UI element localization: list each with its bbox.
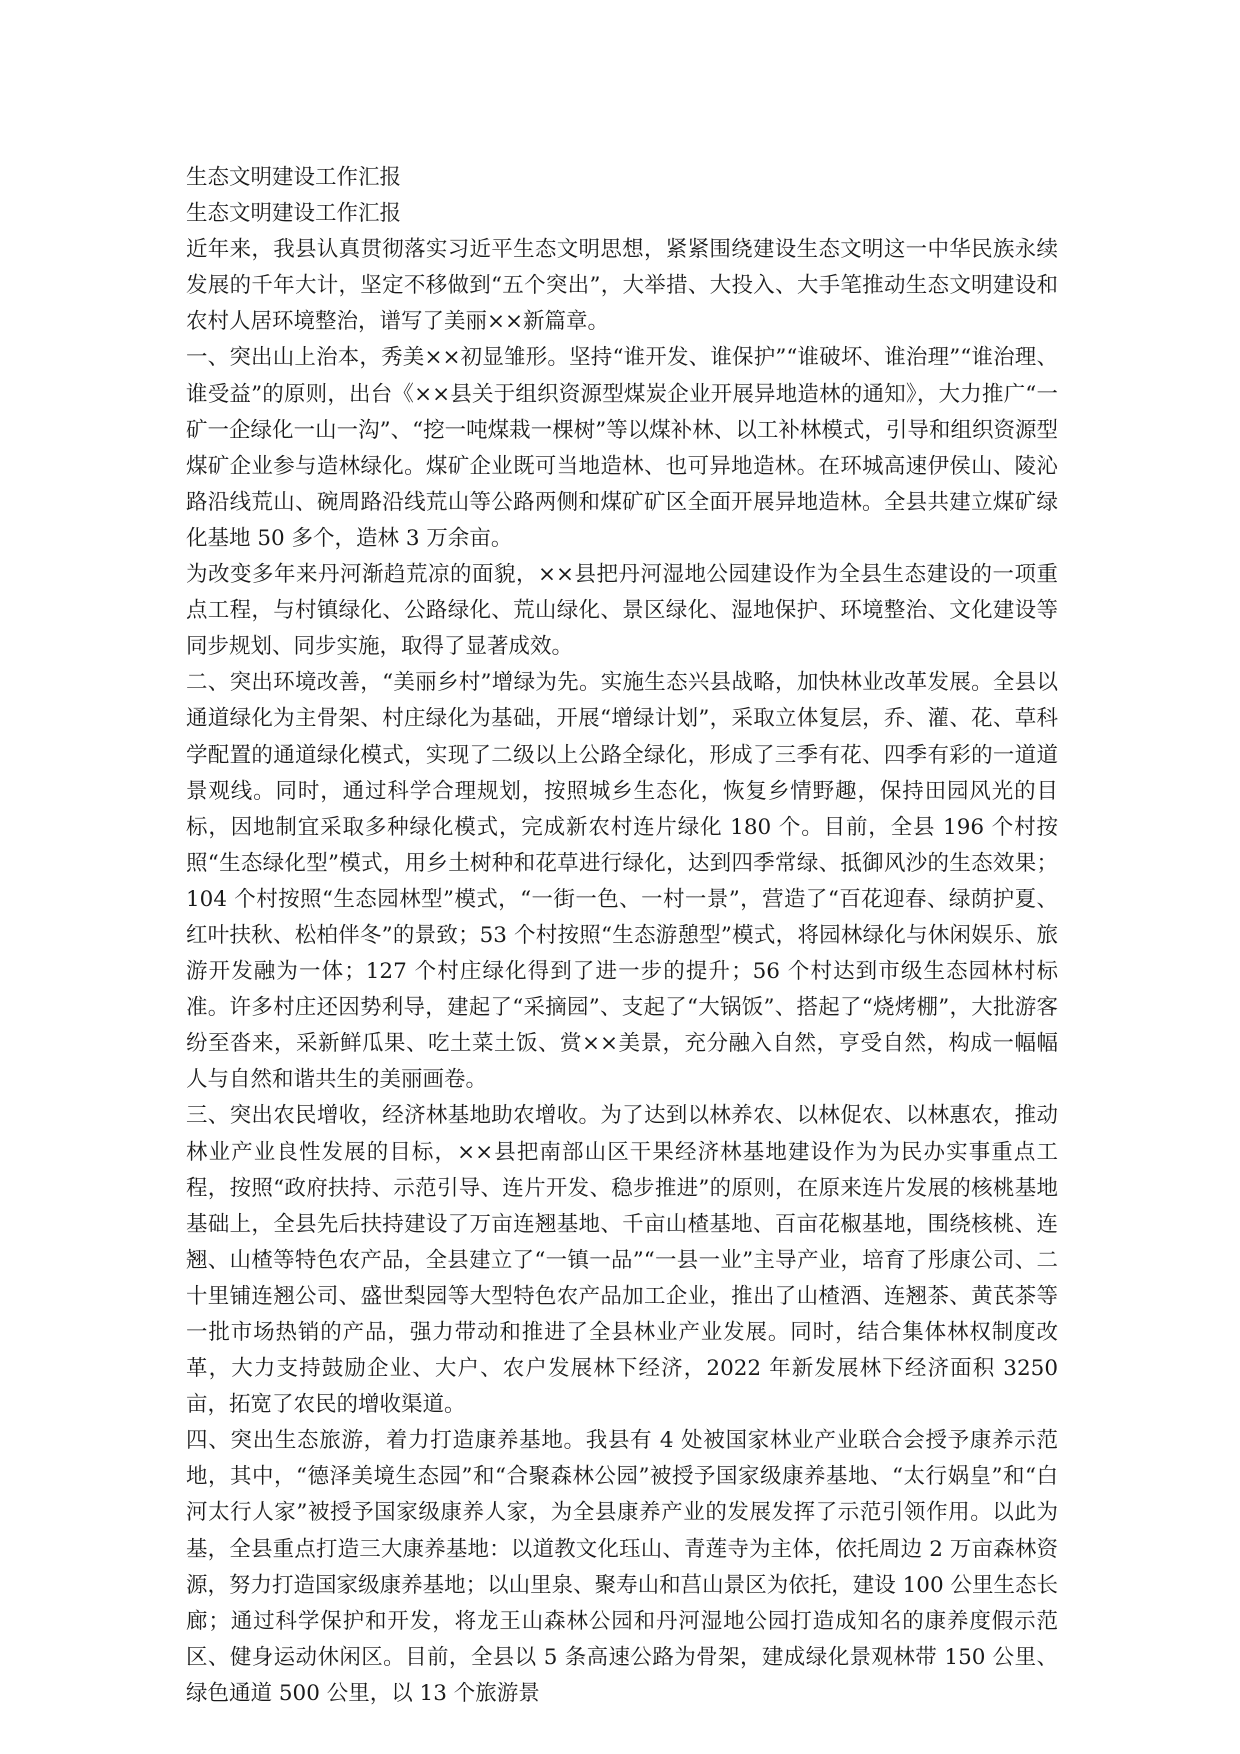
document-title: 生态文明建设工作汇报: [186, 165, 402, 190]
document-body: [186, 160, 1058, 1712]
paragraph-danhe: 为改变多年来丹河渐趋荒凉的面貌，××县把丹河湿地公园建设作为全县生态建设的一项重点工程，与村镇绿化、公路绿化、荒山绿化、景区绿化、湿地保护、环境整治、文化建设等同步规划、同步实施，取得了显著成效。: [186, 562, 1058, 660]
paragraph-intro: 近年来，我县认真贯彻落实习近平生态文明思想，紧紧围绕建设生态文明这一中华民族永续发展的千年大计，坚定不移做到“五个突出”，大举措、大投入、大手笔推动生态文明建设和农村人居环境整治，谱写了美丽××新篇章。: [186, 237, 1058, 335]
paragraph-section-3: 三、突出农民增收，经济林基地助农增收。为了达到以林养农、以林促农、以林惠农，推动林业产业良性发展的目标，××县把南部山区干果经济林基地建设作为为民办实事重点工程，按照“政府扶持、示范引导、连片开发、稳步推进”的原则，在原来连片发展的核桃基地基础上，全县先后扶持建设了万亩连翘基地、千亩山楂基地、百亩花椒基地，围绕核桃、连翘、山楂等特色农产品，全县建立了“一镇一品”“一县一业”主导产业，培育了彤康公司、二十里铺连翘公司、盛世梨园等大型特色农产品加工企业，推出了山楂酒、连翘茶、黄芪茶等一批市场热销的产品，强力带动和推进了全县林业产业发展。同时，结合集体林权制度改革，大力支持鼓励企业、大户、农户发展林下经济，2022 年新发展林下经济面积 3250 亩，拓宽了农民的增收渠道。: [186, 1103, 1058, 1418]
document-subtitle: 生态文明建设工作汇报: [186, 201, 402, 227]
paragraph-section-1: 一、突出山上治本，秀美××初显雏形。坚持“谁开发、谁保护”“谁破坏、谁治理”“谁治理、谁受益”的原则，出台《××县关于组织资源型煤炭企业开展异地造林的通知》，大力推广“一矿一企绿化一山一沟”、“挖一吨煤栽一棵树”等以煤补林、以工补林模式，引导和组织资源型煤矿企业参与造林绿化。煤矿企业既可当地造林、也可异地造林。在环城高速伊侯山、陵沁路沿线荒山、碗周路沿线荒山等公路两侧和煤矿矿区全面开展异地造林。全县共建立煤矿绿化基地 50 多个，造林 3 万余亩。: [186, 345, 1058, 551]
paragraph-section-4: 四、突出生态旅游，着力打造康养基地。我县有 4 处被国家林业产业联合会授予康养示范地，其中，“德泽美境生态园”和“合聚森林公园”被授予国家级康养基地、“太行娲皇”和“白河太行人家”被授予国家级康养人家，为全县康养产业的发展发挥了示范引领作用。以此为基，全县重点打造三大康养基地：以道教文化珏山、青莲寺为主体，依托周边 2 万亩森林资源，努力打造国家级康养基地；以山里泉、聚寿山和莒山景区为依托，建设 100 公里生态长廊；通过科学保护和开发，将龙王山森林公园和丹河湿地公园打造成知名的康养度假示范区、健身运动休闲区。目前，全县以 5 条高速公路为骨架，建成绿化景观林带 150 公里、绿色通道 500 公里，以 13 个旅游景: [186, 1428, 1058, 1706]
paragraph-section-2: 二、突出环境改善，“美丽乡村”增绿为先。实施生态兴县战略，加快林业改革发展。全县以通道绿化为主骨架、村庄绿化为基础，开展“增绿计划”，采取立体复层，乔、灌、花、草科学配置的通道绿化模式，实现了二级以上公路全绿化，形成了三季有花、四季有彩的一道道景观线。同时，通过科学合理规划，按照城乡生态化，恢复乡情野趣，保持田园风光的目标，因地制宜采取多种绿化模式，完成新农村连片绿化 180 个。目前，全县 196 个村按照“生态绿化型”模式，用乡土树种和花草进行绿化，达到四季常绿、抵御风沙的生态效果；104 个村按照“生态园林型”模式，“一街一色、一村一景”，营造了“百花迎春、绿荫护夏、红叶扶秋、松柏伴冬”的景致；53 个村按照“生态游憩型”模式，将园林绿化与休闲娱乐、旅游开发融为一体；127 个村庄绿化得到了进一步的提升；56 个村达到市级生态园林村标准。许多村庄还因势利导，建起了“采摘园”、支起了“大锅饭”、搭起了“烧烤棚”，大批游客纷至沓来，采新鲜瓜果、吃土菜土饭、赏××美景，充分融入自然，亨受自然，构成一幅幅人与自然和谐共生的美丽画卷。: [186, 670, 1058, 1093]
